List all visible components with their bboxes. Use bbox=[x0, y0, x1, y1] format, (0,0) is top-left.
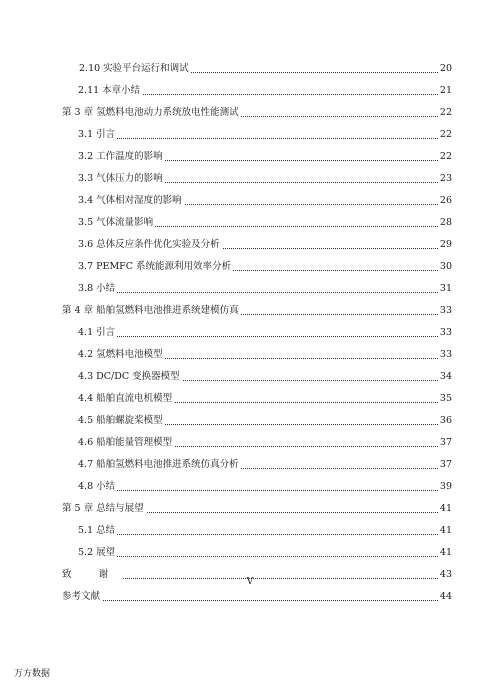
toc-entry-title: 4.2 氢燃料电池模型 bbox=[78, 347, 165, 363]
toc-entry-title: 参考文献 bbox=[62, 589, 102, 605]
toc-entry[interactable] bbox=[0, 303, 500, 319]
toc-entry[interactable] bbox=[0, 281, 500, 297]
toc-entry-title: 4.6 船舶能量管理模型 bbox=[78, 435, 174, 451]
toc-entry[interactable] bbox=[0, 391, 500, 407]
toc-leader-dots bbox=[78, 534, 440, 535]
toc-entry[interactable] bbox=[0, 237, 500, 253]
toc-entry-title: 致 谢 bbox=[62, 567, 122, 583]
toc-entry-page: 39 bbox=[438, 479, 452, 495]
toc-entry-title: 5.2 展望 bbox=[78, 545, 117, 561]
toc-entry-title: 3.8 小结 bbox=[78, 281, 117, 297]
toc-entry-page: 28 bbox=[438, 215, 452, 231]
toc-entry-title: 第 5 章 总结与展望 bbox=[62, 501, 146, 517]
toc-entry-title: 3.6 总体反应条件优化实验及分析 bbox=[78, 237, 222, 253]
toc-entry[interactable] bbox=[0, 501, 500, 517]
toc-entry-title: 第 3 章 氢燃料电池动力系统放电性能测试 bbox=[62, 105, 241, 121]
toc-entry-page: 33 bbox=[438, 347, 452, 363]
toc-entry-page: 37 bbox=[438, 435, 452, 451]
toc-entry[interactable] bbox=[0, 105, 500, 121]
toc-leader-dots bbox=[78, 138, 440, 139]
toc-entry[interactable] bbox=[0, 347, 500, 363]
toc-entry-title: 3.4 气体相对湿度的影响 bbox=[78, 193, 184, 209]
toc-entry-title: 3.1 引言 bbox=[78, 127, 117, 143]
toc-entry-page: 43 bbox=[438, 567, 452, 583]
toc-entry[interactable] bbox=[0, 215, 500, 231]
toc-entry[interactable] bbox=[0, 369, 500, 385]
toc-entry-title: 5.1 总结 bbox=[78, 523, 117, 539]
toc-entry-page: 31 bbox=[438, 281, 452, 297]
toc-entry-page: 22 bbox=[438, 149, 452, 165]
toc-leader-dots bbox=[78, 292, 440, 293]
toc-entry-title: 4.7 船舶氢燃料电池推进系统仿真分析 bbox=[78, 457, 241, 473]
toc-entry[interactable] bbox=[0, 523, 500, 539]
toc-entry-title: 3.2 工作温度的影响 bbox=[78, 149, 165, 165]
toc-entry-title: 4.5 船舶螺旋桨模型 bbox=[78, 413, 165, 429]
toc-entry-page: 41 bbox=[438, 523, 452, 539]
toc-entry[interactable] bbox=[0, 413, 500, 429]
toc-entry-page: 20 bbox=[438, 61, 452, 77]
toc-entry-title: 2.11 本章小结 bbox=[78, 83, 142, 99]
toc-leader-dots bbox=[78, 556, 440, 557]
toc-entry-title: 2.10 实验平台运行和调试 bbox=[79, 61, 191, 77]
toc-entry-page: 33 bbox=[438, 325, 452, 341]
toc-entry-title: 3.7 PEMFC 系统能源利用效率分析 bbox=[78, 259, 233, 275]
toc-entry-page: 37 bbox=[438, 457, 452, 473]
toc-entry-title: 3.5 气体流量影响 bbox=[78, 215, 155, 231]
toc-entry[interactable] bbox=[0, 259, 500, 275]
toc-leader-dots bbox=[78, 490, 440, 491]
toc-entry[interactable] bbox=[0, 435, 500, 451]
page-number: V bbox=[246, 577, 254, 587]
toc-entry-page: 41 bbox=[438, 501, 452, 517]
toc-entry-title: 4.4 船舶直流电机模型 bbox=[78, 391, 174, 407]
toc-entry-page: 44 bbox=[438, 589, 452, 605]
toc-entry[interactable] bbox=[0, 479, 500, 495]
footer-logo: 万方数据 bbox=[14, 669, 51, 679]
toc-entry-title: 3.3 气体压力的影响 bbox=[78, 171, 165, 187]
toc-entry[interactable] bbox=[0, 193, 500, 209]
toc-entry[interactable] bbox=[0, 589, 500, 605]
toc-entry[interactable] bbox=[0, 545, 500, 561]
toc-entry[interactable] bbox=[0, 83, 500, 99]
toc-entry[interactable] bbox=[0, 325, 500, 341]
toc-leader-dots bbox=[62, 600, 440, 601]
toc-entry-page: 36 bbox=[438, 413, 452, 429]
toc-entry-page: 41 bbox=[438, 545, 452, 561]
toc-entry-page: 22 bbox=[438, 105, 452, 121]
toc-entry-title: 4.1 引言 bbox=[78, 325, 117, 341]
toc-entry[interactable] bbox=[0, 149, 500, 165]
toc-entry[interactable] bbox=[0, 457, 500, 473]
toc-entry-page: 22 bbox=[438, 127, 452, 143]
toc-entry-page: 29 bbox=[438, 237, 452, 253]
toc-entry-title: 4.8 小结 bbox=[78, 479, 117, 495]
toc-entry-title: 4.3 DC/DC 变换器模型 bbox=[78, 369, 182, 385]
toc-entry[interactable] bbox=[0, 171, 500, 187]
toc-entry-page: 33 bbox=[438, 303, 452, 319]
toc-entry[interactable] bbox=[0, 61, 500, 77]
toc-entry-page: 34 bbox=[438, 369, 452, 385]
toc-entry-page: 21 bbox=[438, 83, 452, 99]
toc-entry[interactable] bbox=[0, 127, 500, 143]
toc-entry-page: 30 bbox=[438, 259, 452, 275]
toc-entry-page: 26 bbox=[438, 193, 452, 209]
toc-leader-dots bbox=[78, 336, 440, 337]
toc-entry-page: 23 bbox=[438, 171, 452, 187]
toc-entry-title: 第 4 章 船舶氢燃料电池推进系统建模仿真 bbox=[62, 303, 241, 319]
toc-entry-page: 35 bbox=[438, 391, 452, 407]
